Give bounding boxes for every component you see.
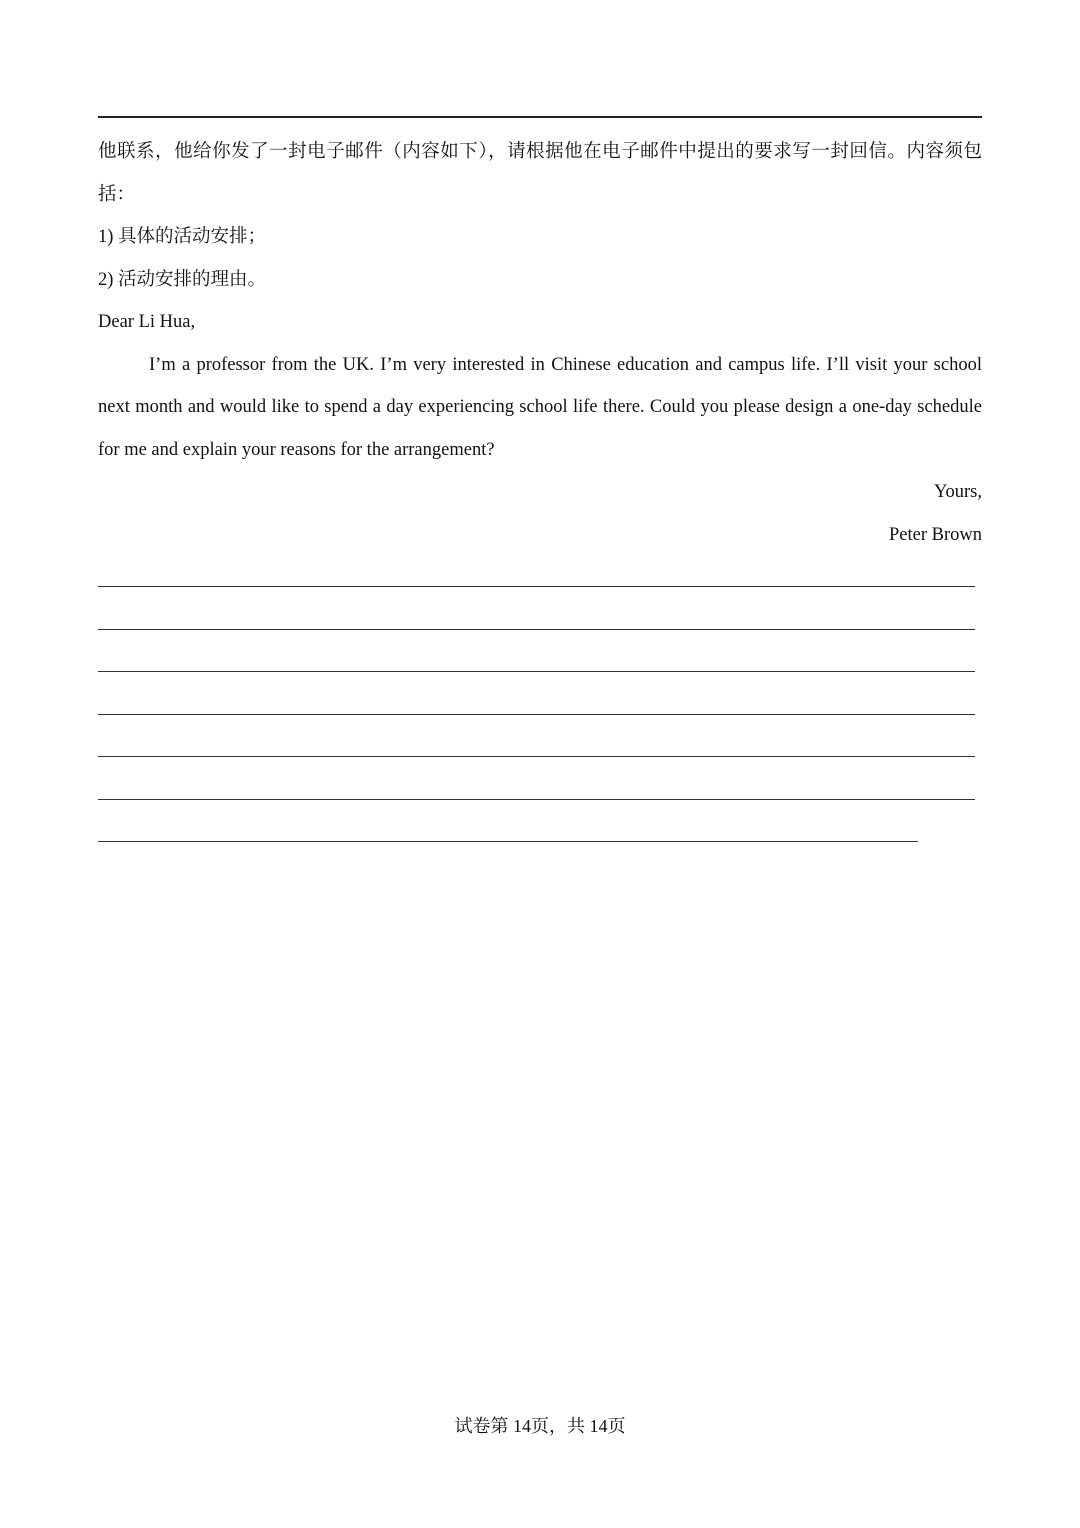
answer-line[interactable]	[98, 841, 918, 842]
answer-line[interactable]	[98, 629, 975, 630]
answer-line[interactable]	[98, 671, 975, 672]
instructions-intro: 他联系，他给你发了一封电子邮件（内容如下），请根据他在电子邮件中提出的要求写一封回信。内容须包括：	[98, 142, 982, 205]
email-signature: Peter Brown	[889, 524, 982, 545]
email-greeting: Dear Li Hua,	[98, 312, 196, 332]
answer-line[interactable]	[98, 799, 975, 800]
instruction-item-2: 2) 活动安排的理由。	[98, 269, 267, 290]
question-content	[98, 131, 982, 556]
email-body: I’m a professor from the UK. I’m very interested in Chinese education and campus life. I’ll visit your school next month and would like to spend a day experiencing school life there. Could you please design a one-day schedule for me and explain your reasons for the arrangement?	[98, 354, 982, 460]
email-closing: Yours,	[934, 482, 982, 502]
page-footer: 试卷第 14页，共 14页	[454, 1416, 626, 1436]
instruction-item-1: 1) 具体的活动安排；	[98, 227, 267, 247]
answer-line[interactable]	[98, 714, 975, 715]
answer-area[interactable]	[98, 586, 975, 884]
answer-line[interactable]	[98, 756, 975, 757]
answer-line[interactable]	[98, 586, 975, 587]
header-rule	[98, 116, 982, 118]
